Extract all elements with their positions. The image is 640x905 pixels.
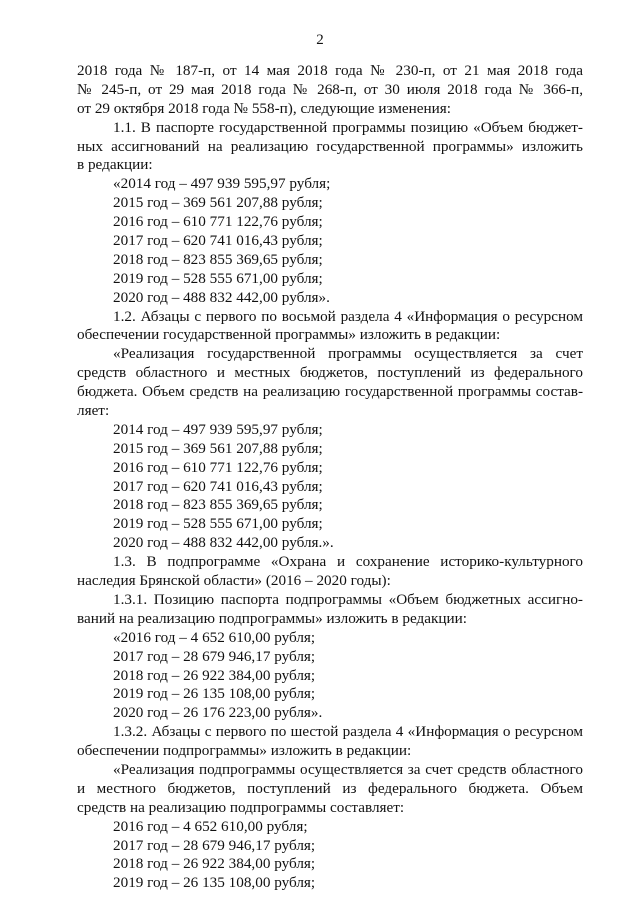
text-line: 2019 год – 528 555 671,00 рубля; — [113, 515, 323, 533]
text-line: 2015 год – 369 561 207,88 рубля; — [113, 194, 323, 212]
text-line: 1.1. В паспорте государственной программы позицию «Объем бюджет- — [113, 118, 583, 136]
text-line: ляет: — [77, 402, 110, 420]
text-line: 2016 год – 610 771 122,76 рубля; — [113, 213, 323, 231]
text-line: 2020 год – 488 832 442,00 рубля». — [113, 288, 330, 306]
text-line: бюджета. Объем средств на реализацию государственной программы состав- — [77, 383, 583, 401]
text-line: 2019 год – 26 135 108,00 рубля; — [113, 874, 316, 892]
text-line: 1.3. В подпрограмме «Охрана и сохранение историко-культурного — [113, 553, 583, 571]
text-line: 2015 год – 369 561 207,88 рубля; — [113, 439, 323, 457]
text-line: 2018 год – 26 922 384,00 рубля; — [113, 666, 316, 684]
text-line: 2017 год – 620 741 016,43 рубля; — [113, 477, 323, 495]
text-line: средств на реализацию подпрограммы составляет: — [77, 798, 405, 816]
text-line: наследия Брянской области» (2016 – 2020 годы): — [77, 572, 391, 590]
text-line: обеспечении подпрограммы» изложить в редакции: — [77, 742, 412, 760]
text-line: 1.2. Абзацы с первого по восьмой раздела 4 «Информация о ресурсном — [113, 307, 583, 325]
text-line: средств областного и местных бюджетов, поступлений из федерального — [77, 364, 583, 382]
text-line: 2018 год – 823 855 369,65 рубля; — [113, 496, 323, 514]
text-line: 2019 год – 26 135 108,00 рубля; — [113, 685, 316, 703]
text-line: 2020 год – 488 832 442,00 рубля.». — [113, 534, 334, 552]
text-line: 2017 год – 28 679 946,17 рубля; — [113, 836, 316, 854]
text-line: 2019 год – 528 555 671,00 рубля; — [113, 269, 323, 287]
text-line: 1.3.2. Абзацы с первого по шестой раздела 4 «Информация о ресурсном — [113, 723, 583, 741]
text-line: 2020 год – 26 176 223,00 рубля». — [113, 704, 323, 722]
document-body — [77, 62, 583, 893]
text-line: № 245-п, от 29 мая 2018 года № 268-п, от 30 июля 2018 года № 366-п, — [77, 80, 583, 98]
text-line: 1.3.1. Позицию паспорта подпрограммы «Объем бюджетных ассигно- — [113, 590, 583, 608]
text-line: 2014 год – 497 939 595,97 рубля; — [113, 420, 323, 438]
text-line: 2018 год – 26 922 384,00 рубля; — [113, 855, 316, 873]
text-line: 2016 год – 610 771 122,76 рубля; — [113, 458, 323, 476]
text-line: обеспечении государственной программы» изложить в редакции: — [77, 326, 501, 344]
text-line: «Реализация государственной программы осуществляется за счет — [113, 345, 583, 363]
text-line: 2016 год – 4 652 610,00 рубля; — [113, 817, 308, 835]
text-line: 2018 года № 187-п, от 14 мая 2018 года № 230-п, от 21 мая 2018 года — [77, 62, 583, 79]
text-line: 2018 год – 823 855 369,65 рубля; — [113, 250, 323, 268]
text-line: «2016 год – 4 652 610,00 рубля; — [113, 628, 316, 646]
page-number: 2 — [316, 32, 324, 48]
text-line: «2014 год – 497 939 595,97 рубля; — [113, 175, 331, 193]
text-line: и местного бюджетов, поступлений из федерального бюджета. Объем — [77, 779, 583, 797]
text-line: 2017 год – 620 741 016,43 рубля; — [113, 232, 323, 250]
text-line: 2017 год – 28 679 946,17 рубля; — [113, 647, 316, 665]
text-line: в редакции: — [77, 156, 153, 174]
text-line: ных ассигнований на реализацию государственной программы» изложить — [77, 137, 583, 155]
text-line: от 29 октября 2018 года № 558-п), следующие изменения: — [77, 99, 451, 117]
text-line: ваний на реализацию подпрограммы» изложить в редакции: — [77, 609, 467, 627]
text-line: «Реализация подпрограммы осуществляется за счет средств областного — [113, 760, 583, 778]
